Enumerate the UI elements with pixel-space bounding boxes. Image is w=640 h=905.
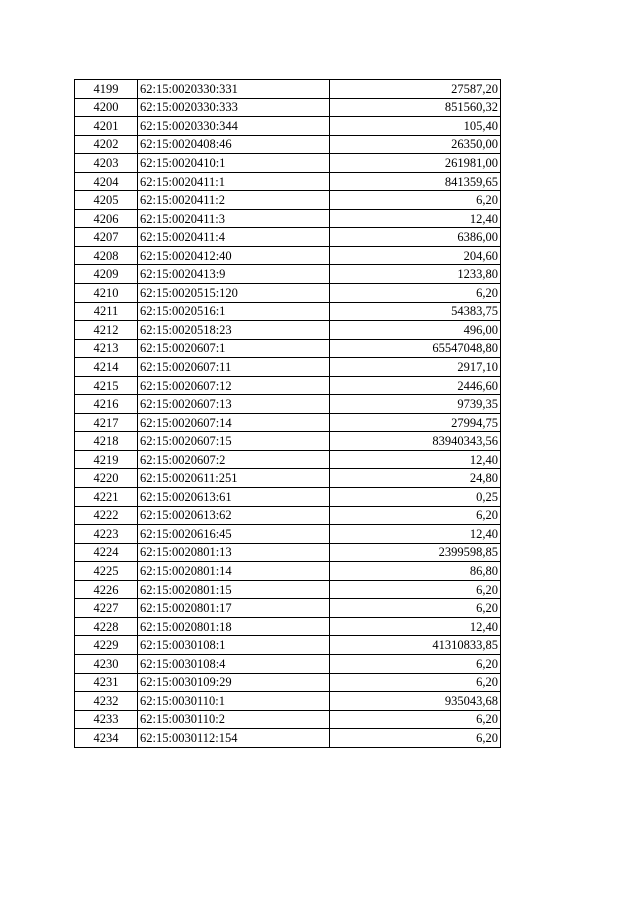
table-row [75, 265, 501, 284]
cadastral-number-cell: 62:15:0020411:3 [138, 209, 330, 228]
cadastral-number-cell: 62:15:0020411:1 [138, 172, 330, 191]
table-row [75, 432, 501, 451]
value-cell: 12,40 [330, 617, 501, 636]
row-number-cell: 4221 [75, 488, 138, 507]
row-number-cell: 4199 [75, 80, 138, 99]
value-cell: 12,40 [330, 209, 501, 228]
value-cell: 54383,75 [330, 302, 501, 321]
value-cell: 6,20 [330, 654, 501, 673]
value-cell: 261981,00 [330, 154, 501, 173]
value-cell: 2399598,85 [330, 543, 501, 562]
value-cell: 6,20 [330, 729, 501, 748]
cadastral-number-cell: 62:15:0020330:344 [138, 117, 330, 136]
table-row [75, 673, 501, 692]
value-cell: 6,20 [330, 673, 501, 692]
cadastral-number-cell: 62:15:0030108:4 [138, 654, 330, 673]
value-cell: 26350,00 [330, 135, 501, 154]
row-number-cell: 4231 [75, 673, 138, 692]
cadastral-number-cell: 62:15:0020607:13 [138, 395, 330, 414]
row-number-cell: 4207 [75, 228, 138, 247]
cadastral-number-cell: 62:15:0020330:333 [138, 98, 330, 117]
value-cell: 6,20 [330, 599, 501, 618]
table-row [75, 543, 501, 562]
cadastral-number-cell: 62:15:0020607:12 [138, 376, 330, 395]
cadastral-number-cell: 62:15:0020801:13 [138, 543, 330, 562]
value-cell: 86,80 [330, 562, 501, 581]
value-cell: 6,20 [330, 191, 501, 210]
cadastral-number-cell: 62:15:0020613:61 [138, 488, 330, 507]
table-row [75, 246, 501, 265]
cadastral-number-cell: 62:15:0030110:1 [138, 692, 330, 711]
row-number-cell: 4214 [75, 358, 138, 377]
value-cell: 24,80 [330, 469, 501, 488]
value-cell: 6,20 [330, 580, 501, 599]
table-row [75, 135, 501, 154]
value-cell: 12,40 [330, 450, 501, 469]
cadastral-number-cell: 62:15:0020801:18 [138, 617, 330, 636]
row-number-cell: 4212 [75, 321, 138, 340]
cadastral-number-cell: 62:15:0020607:14 [138, 413, 330, 432]
table-row [75, 636, 501, 655]
cadastral-number-cell: 62:15:0030110:2 [138, 710, 330, 729]
value-cell: 2917,10 [330, 358, 501, 377]
row-number-cell: 4213 [75, 339, 138, 358]
value-cell: 6,20 [330, 506, 501, 525]
cadastral-number-cell: 62:15:0030108:1 [138, 636, 330, 655]
value-cell: 6,20 [330, 284, 501, 303]
value-cell: 841359,65 [330, 172, 501, 191]
cadastral-number-cell: 62:15:0020408:46 [138, 135, 330, 154]
row-number-cell: 4215 [75, 376, 138, 395]
table-row [75, 525, 501, 544]
cadastral-number-cell: 62:15:0030109:29 [138, 673, 330, 692]
table-row [75, 395, 501, 414]
cadastral-number-cell: 62:15:0020516:1 [138, 302, 330, 321]
row-number-cell: 4219 [75, 450, 138, 469]
row-number-cell: 4234 [75, 729, 138, 748]
table-row [75, 413, 501, 432]
table-row [75, 172, 501, 191]
row-number-cell: 4216 [75, 395, 138, 414]
table-row [75, 469, 501, 488]
table-row [75, 284, 501, 303]
row-number-cell: 4204 [75, 172, 138, 191]
table-row [75, 562, 501, 581]
cadastral-number-cell: 62:15:0020607:2 [138, 450, 330, 469]
cadastral-number-cell: 62:15:0020616:45 [138, 525, 330, 544]
row-number-cell: 4233 [75, 710, 138, 729]
cadastral-number-cell: 62:15:0020801:15 [138, 580, 330, 599]
cadastral-number-cell: 62:15:0020607:15 [138, 432, 330, 451]
cadastral-number-cell: 62:15:0020330:331 [138, 80, 330, 99]
table-row [75, 599, 501, 618]
value-cell: 105,40 [330, 117, 501, 136]
row-number-cell: 4232 [75, 692, 138, 711]
row-number-cell: 4229 [75, 636, 138, 655]
table-row [75, 617, 501, 636]
cadastral-value-table [74, 79, 501, 748]
value-cell: 27587,20 [330, 80, 501, 99]
table-row [75, 450, 501, 469]
cadastral-number-cell: 62:15:0020411:4 [138, 228, 330, 247]
table-row [75, 710, 501, 729]
table-row [75, 80, 501, 99]
row-number-cell: 4217 [75, 413, 138, 432]
value-cell: 6386,00 [330, 228, 501, 247]
table-row [75, 302, 501, 321]
row-number-cell: 4230 [75, 654, 138, 673]
value-cell: 496,00 [330, 321, 501, 340]
value-cell: 2446,60 [330, 376, 501, 395]
row-number-cell: 4206 [75, 209, 138, 228]
row-number-cell: 4228 [75, 617, 138, 636]
row-number-cell: 4202 [75, 135, 138, 154]
row-number-cell: 4209 [75, 265, 138, 284]
cadastral-number-cell: 62:15:0020412:40 [138, 246, 330, 265]
value-cell: 204,60 [330, 246, 501, 265]
row-number-cell: 4201 [75, 117, 138, 136]
table-body [75, 80, 501, 748]
cadastral-number-cell: 62:15:0020518:23 [138, 321, 330, 340]
row-number-cell: 4211 [75, 302, 138, 321]
row-number-cell: 4218 [75, 432, 138, 451]
table-row [75, 209, 501, 228]
row-number-cell: 4225 [75, 562, 138, 581]
row-number-cell: 4227 [75, 599, 138, 618]
cadastral-number-cell: 62:15:0020413:9 [138, 265, 330, 284]
cadastral-number-cell: 62:15:0020410:1 [138, 154, 330, 173]
value-cell: 27994,75 [330, 413, 501, 432]
table-row [75, 376, 501, 395]
table-row [75, 339, 501, 358]
cadastral-number-cell: 62:15:0020611:251 [138, 469, 330, 488]
row-number-cell: 4203 [75, 154, 138, 173]
row-number-cell: 4208 [75, 246, 138, 265]
cadastral-number-cell: 62:15:0020411:2 [138, 191, 330, 210]
cadastral-number-cell: 62:15:0030112:154 [138, 729, 330, 748]
value-cell: 9739,35 [330, 395, 501, 414]
table-row [75, 506, 501, 525]
table-row [75, 654, 501, 673]
value-cell: 6,20 [330, 710, 501, 729]
row-number-cell: 4205 [75, 191, 138, 210]
table-row [75, 228, 501, 247]
row-number-cell: 4223 [75, 525, 138, 544]
value-cell: 65547048,80 [330, 339, 501, 358]
table-row [75, 191, 501, 210]
table-row [75, 98, 501, 117]
row-number-cell: 4210 [75, 284, 138, 303]
row-number-cell: 4226 [75, 580, 138, 599]
row-number-cell: 4222 [75, 506, 138, 525]
cadastral-number-cell: 62:15:0020607:11 [138, 358, 330, 377]
value-cell: 851560,32 [330, 98, 501, 117]
table-row [75, 321, 501, 340]
value-cell: 41310833,85 [330, 636, 501, 655]
cadastral-number-cell: 62:15:0020613:62 [138, 506, 330, 525]
value-cell: 83940343,56 [330, 432, 501, 451]
table-row [75, 154, 501, 173]
table-row [75, 729, 501, 748]
value-cell: 12,40 [330, 525, 501, 544]
table-row [75, 358, 501, 377]
row-number-cell: 4224 [75, 543, 138, 562]
row-number-cell: 4200 [75, 98, 138, 117]
cadastral-number-cell: 62:15:0020607:1 [138, 339, 330, 358]
cadastral-number-cell: 62:15:0020801:14 [138, 562, 330, 581]
table-row [75, 117, 501, 136]
cadastral-number-cell: 62:15:0020801:17 [138, 599, 330, 618]
cadastral-number-cell: 62:15:0020515:120 [138, 284, 330, 303]
row-number-cell: 4220 [75, 469, 138, 488]
value-cell: 935043,68 [330, 692, 501, 711]
value-cell: 1233,80 [330, 265, 501, 284]
table-row [75, 580, 501, 599]
value-cell: 0,25 [330, 488, 501, 507]
table-row [75, 692, 501, 711]
table-row [75, 488, 501, 507]
